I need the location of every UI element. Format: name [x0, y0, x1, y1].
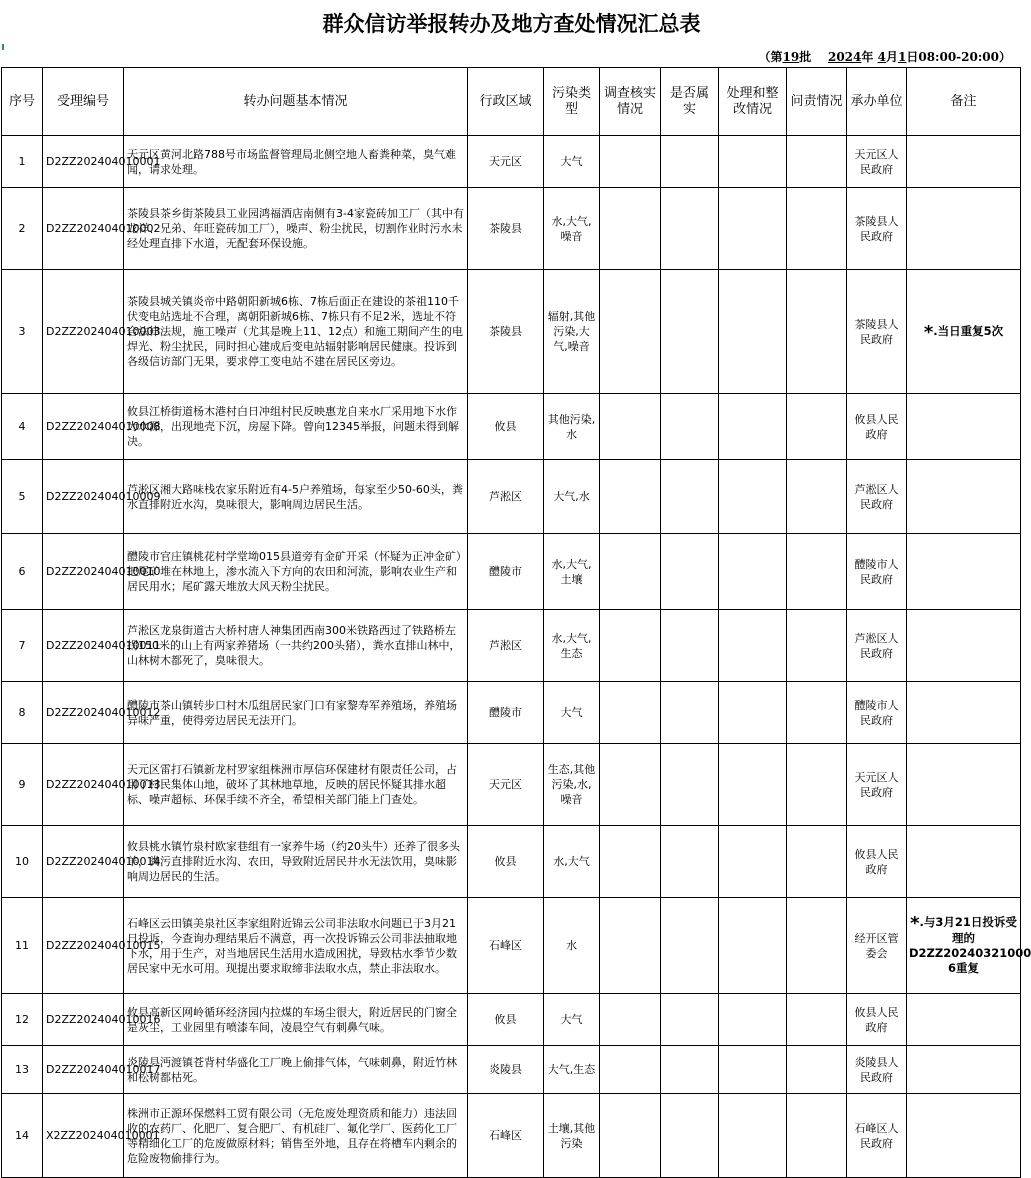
pollution-type: 大气,水 — [544, 460, 600, 534]
admin-area: 石峰区 — [468, 898, 544, 994]
remark-cell — [907, 994, 1021, 1046]
remark-cell — [907, 394, 1021, 460]
verified-cell — [661, 610, 719, 682]
table-row — [2, 1094, 1021, 1178]
table-row — [2, 534, 1021, 610]
handling-unit: 攸县人民政府 — [847, 394, 907, 460]
column-header: 行政区域 — [468, 68, 544, 136]
acceptance-id: D2ZZ202404010014 — [43, 826, 124, 898]
column-header: 污染类型 — [544, 68, 600, 136]
handling-unit: 石峰区人民政府 — [847, 1094, 907, 1178]
issue-description: 茶陵县城关镇炎帝中路朝阳新城6栋、7栋后面正在建设的茶祖110千伏变电站选址不合理，离朝阳新城6栋、7栋只有不足2米，选址不符合法律法规，施工噪声（尤其是晚上11、12点）和施工期间产生的电焊光、粉尘扰民，同时担心建成后变电站辐射影响居民健康。投诉到各级信访部门无果，要求停工变电站不建在居民区旁边。 — [124, 270, 468, 394]
handling-cell — [719, 1094, 787, 1178]
batch-prefix: （第 — [758, 50, 783, 64]
investigation-cell — [600, 136, 661, 188]
verified-cell — [661, 270, 719, 394]
handling-cell — [719, 994, 787, 1046]
remark-cell — [907, 610, 1021, 682]
asterisk-icon: * — [923, 321, 934, 343]
investigation-cell — [600, 1046, 661, 1094]
acceptance-id: D2ZZ202404010010 — [43, 534, 124, 610]
admin-area: 芦淞区 — [468, 460, 544, 534]
row-number: 9 — [2, 744, 43, 826]
row-number: 8 — [2, 682, 43, 744]
handling-cell — [719, 610, 787, 682]
acceptance-id: X2ZZ202404010001 — [43, 1094, 124, 1178]
row-number: 1 — [2, 136, 43, 188]
remark-text: .当日重复5次 — [933, 323, 1004, 338]
issue-description: 攸县江桥街道杨木港村白日冲组村民反映惠龙自来水厂采用地下水作为水源，出现地壳下沉，房屋下降。曾向12345举报，问题未得到解决。 — [124, 394, 468, 460]
year-suffix: 年 — [861, 50, 874, 64]
table-row — [2, 136, 1021, 188]
issue-description: 茶陵县茶乡街茶陵县工业园鸿福酒店南侧有3-4家瓷砖加工厂（其中有龙祥、兄弟、年旺瓷砖加工厂），噪声、粉尘扰民，切割作业时污水未经处理直排下水道，无配套环保设施。 — [124, 188, 468, 270]
accountability-cell — [787, 898, 847, 994]
verified-cell — [661, 682, 719, 744]
remark-text: .与3月21日投诉受理的D2ZZ20240321000 6重复 — [909, 915, 1031, 975]
handling-unit: 天元区人民政府 — [847, 136, 907, 188]
investigation-cell — [600, 610, 661, 682]
column-header: 序号 — [2, 68, 43, 136]
accountability-cell — [787, 826, 847, 898]
handling-cell — [719, 744, 787, 826]
investigation-cell — [600, 534, 661, 610]
issue-description: 炎陵县沔渡镇苍背村华盛化工厂晚上偷排气体，气味刺鼻，附近竹林和松树都枯死。 — [124, 1046, 468, 1094]
investigation-cell — [600, 394, 661, 460]
handling-unit: 攸县人民政府 — [847, 994, 907, 1046]
admin-area: 醴陵市 — [468, 534, 544, 610]
row-number: 11 — [2, 898, 43, 994]
batch-year: 2024 — [827, 50, 862, 64]
handling-cell — [719, 394, 787, 460]
remark-cell — [907, 682, 1021, 744]
issue-description: 株洲市正源环保燃料工贸有限公司（无危废处理资质和能力）违法回收的农药厂、化肥厂、复合肥厂、有机硅厂、氟化学厂、医药化工厂等精细化工厂的危废做原材料；销售至外地，且存在将槽车内剩余的危险废物偷排行为。 — [124, 1094, 468, 1178]
admin-area: 茶陵县 — [468, 188, 544, 270]
accountability-cell — [787, 682, 847, 744]
pollution-type: 大气 — [544, 682, 600, 744]
acceptance-id: D2ZZ202404010015 — [43, 898, 124, 994]
column-header: 处理和整改情况 — [719, 68, 787, 136]
pollution-type: 水,大气,生态 — [544, 610, 600, 682]
acceptance-id: D2ZZ202404010002 — [43, 188, 124, 270]
pollution-type: 其他污染,水 — [544, 394, 600, 460]
pollution-type: 辐射,其他污染,大气,噪音 — [544, 270, 600, 394]
batch-month: 4 — [877, 50, 886, 64]
remark-cell — [907, 826, 1021, 898]
accountability-cell — [787, 394, 847, 460]
handling-unit: 芦淞区人民政府 — [847, 610, 907, 682]
admin-area: 天元区 — [468, 136, 544, 188]
batch-suffix: 批 — [799, 50, 812, 64]
issue-description: 醴陵市茶山镇转步口村木瓜组居民家门口有家黎寿军养殖场，养殖场异味严重，使得旁边居民无法开门。 — [124, 682, 468, 744]
pollution-type: 土壤,其他污染 — [544, 1094, 600, 1178]
investigation-cell — [600, 744, 661, 826]
handling-unit: 芦淞区人民政府 — [847, 460, 907, 534]
table-row — [2, 460, 1021, 534]
verified-cell — [661, 136, 719, 188]
remark-cell — [907, 1046, 1021, 1094]
column-header: 是否属实 — [661, 68, 719, 136]
pollution-type: 水,大气,噪音 — [544, 188, 600, 270]
admin-area: 芦淞区 — [468, 610, 544, 682]
pollution-type: 水 — [544, 898, 600, 994]
pollution-type: 大气 — [544, 994, 600, 1046]
issue-description: 攸县桃水镇竹泉村欧家巷组有一家养牛场（约20头牛）还养了很多头羊，粪污直排附近水沟、农田，导致附近居民井水无法饮用，臭味影响周边居民的生活。 — [124, 826, 468, 898]
admin-area: 醴陵市 — [468, 682, 544, 744]
verified-cell — [661, 460, 719, 534]
issue-description: 醴陵市官庄镇桃花村学堂坳015县道旁有金矿开采（怀疑为正冲金矿）把尾矿堆在林地上，渗水流入下方向的农田和河流，影响农业生产和居民用水；尾矿露天堆放大风天粉尘扰民。 — [124, 534, 468, 610]
acceptance-id: D2ZZ202404010003 — [43, 270, 124, 394]
remark-cell — [907, 534, 1021, 610]
row-number: 14 — [2, 1094, 43, 1178]
row-number: 7 — [2, 610, 43, 682]
accountability-cell — [787, 136, 847, 188]
handling-cell — [719, 1046, 787, 1094]
remark-cell — [907, 460, 1021, 534]
verified-cell — [661, 1094, 719, 1178]
admin-area: 攸县 — [468, 394, 544, 460]
admin-area: 茶陵县 — [468, 270, 544, 394]
accountability-cell — [787, 188, 847, 270]
handling-cell — [719, 270, 787, 394]
investigation-cell — [600, 994, 661, 1046]
issue-description: 天元区雷打石镇新龙村罗家组株洲市厚信环保建材有限责任公司，占用了村民集体山地，破坏了其林地草地，反映的居民怀疑其排水超标、噪声超标、环保手续不齐全，希望相关部门能上门查处。 — [124, 744, 468, 826]
table-row — [2, 1046, 1021, 1094]
accountability-cell — [787, 460, 847, 534]
handling-unit: 醴陵市人民政府 — [847, 682, 907, 744]
handling-unit: 醴陵市人民政府 — [847, 534, 907, 610]
accountability-cell — [787, 610, 847, 682]
acceptance-id: D2ZZ202404010016 — [43, 994, 124, 1046]
handling-cell — [719, 460, 787, 534]
pollution-type: 大气 — [544, 136, 600, 188]
acceptance-id: D2ZZ202404010008 — [43, 394, 124, 460]
investigation-cell — [600, 270, 661, 394]
row-number: 5 — [2, 460, 43, 534]
table-row — [2, 826, 1021, 898]
row-number: 3 — [2, 270, 43, 394]
accountability-cell — [787, 994, 847, 1046]
pollution-type: 生态,其他污染,水,噪音 — [544, 744, 600, 826]
verified-cell — [661, 534, 719, 610]
remark-cell — [907, 744, 1021, 826]
handling-unit: 天元区人民政府 — [847, 744, 907, 826]
handling-cell — [719, 534, 787, 610]
column-header: 调查核实情况 — [600, 68, 661, 136]
acceptance-id: D2ZZ202404010009 — [43, 460, 124, 534]
remark-cell — [907, 188, 1021, 270]
row-number: 12 — [2, 994, 43, 1046]
batch-info — [759, 48, 1011, 65]
admin-area: 攸县 — [468, 994, 544, 1046]
accountability-cell — [787, 1046, 847, 1094]
table-row — [2, 394, 1021, 460]
table-row — [2, 744, 1021, 826]
table-header-row — [2, 68, 1021, 136]
page-title: 群众信访举报转办及地方查处情况汇总表 — [322, 11, 701, 36]
acceptance-id: D2ZZ202404010001 — [43, 136, 124, 188]
table-row — [2, 994, 1021, 1046]
investigation-cell — [600, 1094, 661, 1178]
accountability-cell — [787, 270, 847, 394]
verified-cell — [661, 744, 719, 826]
table-row — [2, 898, 1021, 994]
batch-time: 08:00-20:00 — [918, 50, 999, 64]
batch-number: 19 — [782, 50, 800, 64]
issue-description: 石峰区云田镇美泉社区李家组附近锦云公司非法取水问题已于3月21日投诉，今查询办理结果后不满意，再一次投诉锦云公司非法抽取地下水，用于生产，对当地居民生活用水造成困扰，导致枯水季节少数居民家中无水可用。现提出要求取缔非法取水点，禁止非法取水。 — [124, 898, 468, 994]
table-row — [2, 188, 1021, 270]
verified-cell — [661, 826, 719, 898]
admin-area: 炎陵县 — [468, 1046, 544, 1094]
accountability-cell — [787, 1094, 847, 1178]
investigation-cell — [600, 898, 661, 994]
handling-cell — [719, 188, 787, 270]
issue-description: 芦淞区湘大路味栈农家乐附近有4-5户养殖场，每家至少50-60头，粪水直排附近水沟，臭味很大，影响周边居民生活。 — [124, 460, 468, 534]
batch-day: 1 — [897, 50, 907, 64]
row-number: 2 — [2, 188, 43, 270]
verified-cell — [661, 898, 719, 994]
admin-area: 攸县 — [468, 826, 544, 898]
issue-description: 天元区黄河北路788号市场监督管理局北侧空地人畜粪种菜，臭气难闻，请求处理。 — [124, 136, 468, 188]
verified-cell — [661, 994, 719, 1046]
issue-description: 芦淞区龙泉街道古大桥村唐人神集团西南300米铁路西过了铁路桥左拐150米的山上有两家养猪场（一共约200头猪），粪水直排山林中，山林树木都死了，臭味很大。 — [124, 610, 468, 682]
table-row — [2, 682, 1021, 744]
investigation-cell — [600, 826, 661, 898]
acceptance-id: D2ZZ202404010013 — [43, 744, 124, 826]
table-row — [2, 610, 1021, 682]
admin-area: 天元区 — [468, 744, 544, 826]
verified-cell — [661, 188, 719, 270]
handling-cell — [719, 826, 787, 898]
remark-cell — [907, 1094, 1021, 1178]
accountability-cell — [787, 534, 847, 610]
column-header: 承办单位 — [847, 68, 907, 136]
column-header: 受理编号 — [43, 68, 124, 136]
row-number: 4 — [2, 394, 43, 460]
pollution-type: 水,大气,土壤 — [544, 534, 600, 610]
accountability-cell — [787, 744, 847, 826]
acceptance-id: D2ZZ202404010011 — [43, 610, 124, 682]
remark-cell — [907, 136, 1021, 188]
handling-cell — [719, 136, 787, 188]
column-header: 转办问题基本情况 — [124, 68, 468, 136]
handling-cell — [719, 682, 787, 744]
month-suffix: 月 — [885, 50, 898, 64]
batch-suffix-paren: ） — [998, 50, 1011, 64]
verified-cell — [661, 394, 719, 460]
green-marker — [2, 44, 4, 50]
acceptance-id: D2ZZ202404010017 — [43, 1046, 124, 1094]
row-number: 13 — [2, 1046, 43, 1094]
asterisk-icon: * — [910, 913, 920, 934]
acceptance-id: D2ZZ202404010012 — [43, 682, 124, 744]
column-header: 问责情况 — [787, 68, 847, 136]
handling-unit: 茶陵县人民政府 — [847, 270, 907, 394]
verified-cell — [661, 1046, 719, 1094]
admin-area: 石峰区 — [468, 1094, 544, 1178]
pollution-type: 大气,生态 — [544, 1046, 600, 1094]
remark-cell — [907, 270, 1021, 394]
issue-description: 攸县高新区网岭循环经济园内拉煤的车场尘很大，附近居民的门窗全是灰尘，工业园里有喷漆车间，凌晨空气有刺鼻气味。 — [124, 994, 468, 1046]
handling-cell — [719, 898, 787, 994]
investigation-cell — [600, 460, 661, 534]
handling-unit: 茶陵县人民政府 — [847, 188, 907, 270]
handling-unit: 炎陵县人民政府 — [847, 1046, 907, 1094]
row-number: 10 — [2, 826, 43, 898]
investigation-cell — [600, 682, 661, 744]
row-number: 6 — [2, 534, 43, 610]
remark-cell — [907, 898, 1031, 994]
table-row — [2, 270, 1021, 394]
summary-table — [1, 67, 1031, 1178]
pollution-type: 水,大气 — [544, 826, 600, 898]
column-header: 备注 — [907, 68, 1021, 136]
investigation-cell — [600, 188, 661, 270]
handling-unit: 攸县人民政府 — [847, 826, 907, 898]
handling-unit: 经开区管委会 — [847, 898, 907, 994]
day-suffix: 日 — [906, 50, 919, 64]
